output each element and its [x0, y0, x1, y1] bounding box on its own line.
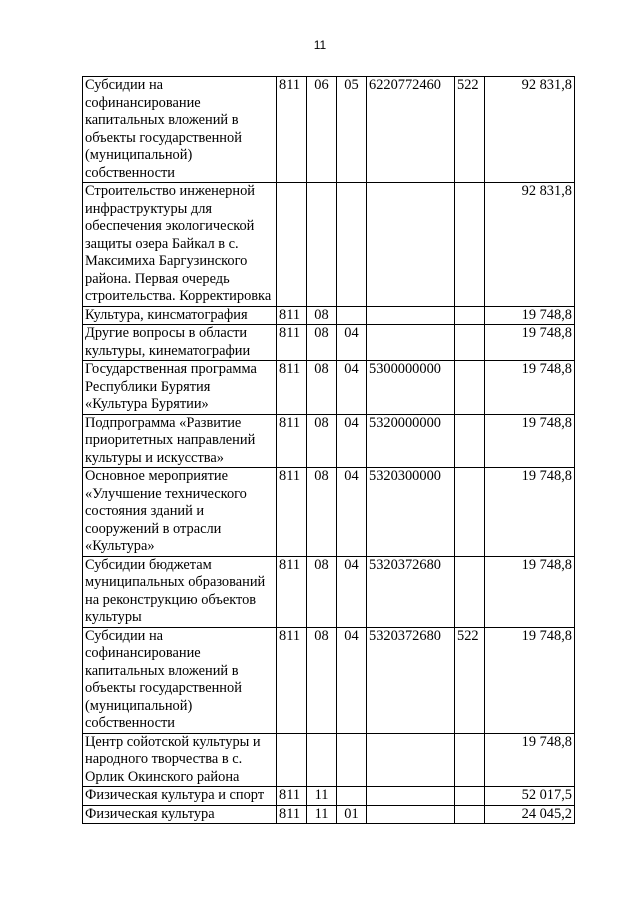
cell-subsection: 04 — [337, 325, 367, 361]
cell-section — [307, 183, 337, 307]
cell-expense-type — [455, 325, 485, 361]
cell-ministry: 811 — [277, 805, 307, 824]
cell-target-code: 5320372680 — [367, 556, 455, 627]
cell-section: 08 — [307, 361, 337, 415]
cell-section: 06 — [307, 77, 337, 183]
cell-ministry: 811 — [277, 468, 307, 557]
cell-name: Центр сойотской культуры и народного творчества в с. Орлик Окинского района — [83, 733, 277, 787]
cell-amount: 52 017,5 — [485, 787, 575, 806]
cell-subsection: 04 — [337, 468, 367, 557]
cell-section: 11 — [307, 805, 337, 824]
table-row — [83, 556, 575, 627]
cell-subsection — [337, 183, 367, 307]
cell-amount: 19 748,8 — [485, 361, 575, 415]
cell-section: 08 — [307, 306, 337, 325]
cell-subsection: 05 — [337, 77, 367, 183]
cell-amount: 19 748,8 — [485, 325, 575, 361]
cell-section: 08 — [307, 556, 337, 627]
cell-name: Строительство инженерной инфраструктуры для обеспечения экологической защиты озера Байкал в с. Максимиха Баргузинского района. Первая очередь строительства. Корректировка — [83, 183, 277, 307]
cell-section — [307, 733, 337, 787]
cell-expense-type — [455, 805, 485, 824]
cell-expense-type — [455, 468, 485, 557]
cell-section: 08 — [307, 414, 337, 468]
cell-ministry: 811 — [277, 361, 307, 415]
cell-target-code — [367, 805, 455, 824]
cell-name: Субсидии на софинансирование капитальных вложений в объекты государственной (муниципальной) собственности — [83, 627, 277, 733]
cell-subsection — [337, 787, 367, 806]
table-row — [83, 77, 575, 183]
cell-target-code: 6220772460 — [367, 77, 455, 183]
cell-name: Культура, кинсматография — [83, 306, 277, 325]
table-row — [83, 306, 575, 325]
cell-section: 08 — [307, 627, 337, 733]
cell-section: 11 — [307, 787, 337, 806]
cell-expense-type — [455, 361, 485, 415]
cell-subsection: 04 — [337, 627, 367, 733]
cell-amount: 19 748,8 — [485, 468, 575, 557]
cell-amount: 19 748,8 — [485, 627, 575, 733]
cell-ministry: 811 — [277, 627, 307, 733]
cell-ministry: 811 — [277, 414, 307, 468]
cell-expense-type: 522 — [455, 77, 485, 183]
cell-expense-type — [455, 414, 485, 468]
cell-amount: 19 748,8 — [485, 306, 575, 325]
cell-ministry: 811 — [277, 787, 307, 806]
table-row — [83, 733, 575, 787]
table-row — [83, 787, 575, 806]
cell-section: 08 — [307, 468, 337, 557]
cell-target-code — [367, 325, 455, 361]
cell-ministry: 811 — [277, 325, 307, 361]
table-row — [83, 627, 575, 733]
cell-subsection: 01 — [337, 805, 367, 824]
cell-ministry: 811 — [277, 77, 307, 183]
table-row — [83, 468, 575, 557]
cell-subsection — [337, 733, 367, 787]
cell-name: Подпрограмма «Развитие приоритетных направлений культуры и искусства» — [83, 414, 277, 468]
cell-ministry — [277, 733, 307, 787]
cell-amount: 92 831,8 — [485, 77, 575, 183]
cell-target-code: 5320372680 — [367, 627, 455, 733]
cell-subsection — [337, 306, 367, 325]
cell-subsection: 04 — [337, 556, 367, 627]
cell-name: Государственная программа Республики Бурятия «Культура Бурятии» — [83, 361, 277, 415]
budget-table — [82, 76, 575, 824]
cell-target-code: 5300000000 — [367, 361, 455, 415]
cell-amount: 24 045,2 — [485, 805, 575, 824]
table-row — [83, 805, 575, 824]
cell-ministry: 811 — [277, 556, 307, 627]
cell-section: 08 — [307, 325, 337, 361]
table-row — [83, 183, 575, 307]
cell-target-code: 5320300000 — [367, 468, 455, 557]
table-row — [83, 414, 575, 468]
cell-name: Физическая культура и спорт — [83, 787, 277, 806]
cell-expense-type — [455, 556, 485, 627]
cell-name: Субсидии на софинансирование капитальных вложений в объекты государственной (муниципальной) собственности — [83, 77, 277, 183]
table-row — [83, 361, 575, 415]
cell-expense-type: 522 — [455, 627, 485, 733]
cell-subsection: 04 — [337, 414, 367, 468]
cell-ministry — [277, 183, 307, 307]
cell-subsection: 04 — [337, 361, 367, 415]
cell-amount: 19 748,8 — [485, 733, 575, 787]
cell-amount: 92 831,8 — [485, 183, 575, 307]
cell-expense-type — [455, 306, 485, 325]
page-number: 11 — [313, 38, 327, 52]
cell-ministry: 811 — [277, 306, 307, 325]
cell-target-code — [367, 733, 455, 787]
cell-expense-type — [455, 183, 485, 307]
cell-name: Другие вопросы в области культуры, кинематографии — [83, 325, 277, 361]
cell-name: Физическая культура — [83, 805, 277, 824]
cell-target-code — [367, 306, 455, 325]
cell-amount: 19 748,8 — [485, 556, 575, 627]
cell-target-code: 5320000000 — [367, 414, 455, 468]
table-row — [83, 325, 575, 361]
table-body — [83, 77, 575, 824]
cell-target-code — [367, 787, 455, 806]
cell-expense-type — [455, 787, 485, 806]
cell-name: Основное мероприятие «Улучшение технического состояния зданий и сооружений в отрасли «Культура» — [83, 468, 277, 557]
cell-target-code — [367, 183, 455, 307]
cell-expense-type — [455, 733, 485, 787]
cell-amount: 19 748,8 — [485, 414, 575, 468]
cell-name: Субсидии бюджетам муниципальных образований на реконструкцию объектов культуры — [83, 556, 277, 627]
